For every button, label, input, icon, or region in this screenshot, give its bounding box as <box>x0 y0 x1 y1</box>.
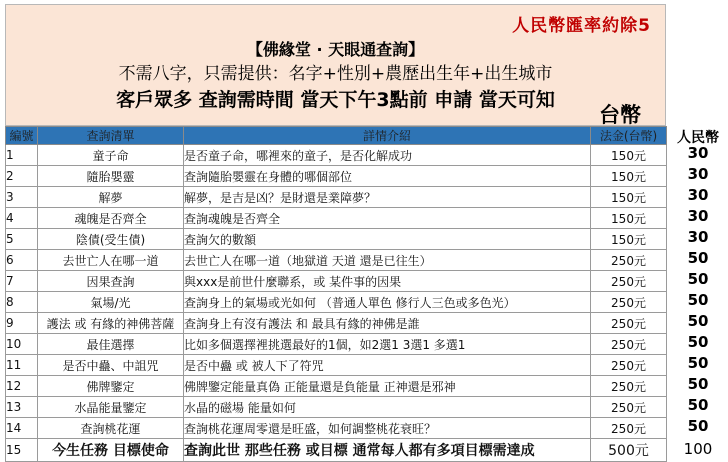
row-price: 150元 <box>591 208 667 229</box>
row-number: 4 <box>6 208 38 229</box>
rmb-price: 30 <box>687 186 709 204</box>
row-detail: 解夢，是吉是凶？是財還是業障夢？ <box>184 187 591 208</box>
brand-title: 【佛緣堂 · 天眼通查詢】 <box>246 40 425 59</box>
rmb-price: 50 <box>687 354 709 372</box>
row-number: 15 <box>6 439 38 462</box>
row-detail: 查詢魂魄是否齊全 <box>184 208 591 229</box>
row-price: 250元 <box>591 313 667 334</box>
row-item: 隨胎嬰靈 <box>38 166 184 187</box>
column-header-detail: 詳情介紹 <box>184 127 591 145</box>
row-detail: 查詢身上的氣場或光如何 （普通人單色 修行人三色或多色光） <box>184 292 591 313</box>
row-number: 11 <box>6 355 38 376</box>
column-header-price: 法金(台幣) <box>591 127 667 145</box>
row-detail: 查詢桃花運周零還是旺盛，如何調整桃花衰旺？ <box>184 418 591 439</box>
rmb-price: 100 <box>683 440 713 458</box>
row-number: 12 <box>6 376 38 397</box>
table-row <box>6 187 667 208</box>
rmb-price-list <box>670 143 726 460</box>
row-number: 13 <box>6 397 38 418</box>
row-number: 2 <box>6 166 38 187</box>
row-price: 150元 <box>591 145 667 166</box>
row-price: 150元 <box>591 229 667 250</box>
row-detail: 查詢身上有沒有護法 和 最具有緣的神佛是誰 <box>184 313 591 334</box>
rmb-price: 50 <box>687 417 709 435</box>
row-item: 去世亡人在哪一道 <box>38 250 184 271</box>
row-detail: 查詢隨胎嬰靈在身體的哪個部位 <box>184 166 591 187</box>
row-number: 3 <box>6 187 38 208</box>
rmb-price: 30 <box>687 165 709 183</box>
table-row <box>6 334 667 355</box>
row-item: 佛牌鑒定 <box>38 376 184 397</box>
currency-label-tw: 台幣 <box>599 103 641 127</box>
table-row <box>6 376 667 397</box>
column-header-item: 查詢清單 <box>38 127 184 145</box>
row-detail: 是否中蠱 或 被人下了符咒 <box>184 355 591 376</box>
row-item: 護法 或 有緣的神佛菩薩 <box>38 313 184 334</box>
rmb-price: 50 <box>687 249 709 267</box>
rmb-price: 50 <box>687 312 709 330</box>
row-price: 250元 <box>591 334 667 355</box>
table-row <box>6 439 667 462</box>
row-detail: 是否童子命，哪裡來的童子，是否化解成功 <box>184 145 591 166</box>
row-number: 7 <box>6 271 38 292</box>
row-price: 250元 <box>591 250 667 271</box>
rmb-price: 30 <box>687 228 709 246</box>
row-item: 查詢桃花運 <box>38 418 184 439</box>
column-header-no: 編號 <box>6 127 38 145</box>
row-number: 1 <box>6 145 38 166</box>
row-price: 250元 <box>591 418 667 439</box>
rmb-price: 50 <box>687 396 709 414</box>
row-item: 氣場/光 <box>38 292 184 313</box>
row-item: 水晶能量鑒定 <box>38 397 184 418</box>
row-number: 9 <box>6 313 38 334</box>
row-detail: 與xxx是前世什麼聯系，或 某件事的因果 <box>184 271 591 292</box>
row-detail: 去世亡人在哪一道（地獄道 天道 還是已往生） <box>184 250 591 271</box>
table-row <box>6 166 667 187</box>
row-number: 6 <box>6 250 38 271</box>
exchange-rate-note: 人民幣匯率約除5 <box>512 16 651 36</box>
rmb-price: 50 <box>687 333 709 351</box>
rmb-column-header: 人民幣 <box>677 130 719 146</box>
rmb-price: 50 <box>687 291 709 309</box>
row-detail: 查詢此世 那些任務 或目標 通常每人都有多項目標需達成 <box>184 439 591 462</box>
row-price: 150元 <box>591 187 667 208</box>
row-detail: 水晶的磁場 能量如何 <box>184 397 591 418</box>
table-row <box>6 271 667 292</box>
rmb-price: 50 <box>687 270 709 288</box>
row-price: 500元 <box>591 439 667 462</box>
row-detail: 查詢欠的數額 <box>184 229 591 250</box>
requirements-text: 不需八字，只需提供：名字+性別+農歷出生年+出生城市 <box>118 64 553 84</box>
row-price: 250元 <box>591 376 667 397</box>
table-row <box>6 397 667 418</box>
row-number: 10 <box>6 334 38 355</box>
table-row <box>6 250 667 271</box>
table-row <box>6 355 667 376</box>
row-number: 5 <box>6 229 38 250</box>
row-price: 250元 <box>591 397 667 418</box>
processing-notice: 客戶眾多 查詢需時間 當天下午3點前 申請 當天可知 <box>116 89 555 111</box>
rmb-price: 30 <box>687 207 709 225</box>
row-item: 陰債(受生債) <box>38 229 184 250</box>
table-row <box>6 229 667 250</box>
table-row <box>6 145 667 166</box>
row-price: 150元 <box>591 166 667 187</box>
table-row <box>6 208 667 229</box>
row-price: 250元 <box>591 271 667 292</box>
row-item: 解夢 <box>38 187 184 208</box>
service-price-table <box>5 126 667 462</box>
row-price: 250元 <box>591 292 667 313</box>
row-item: 是否中蠱、中詛咒 <box>38 355 184 376</box>
row-item: 最佳選擇 <box>38 334 184 355</box>
row-number: 14 <box>6 418 38 439</box>
row-item: 因果查詢 <box>38 271 184 292</box>
header-banner <box>5 4 666 126</box>
row-item: 童子命 <box>38 145 184 166</box>
table-row <box>6 292 667 313</box>
table-row <box>6 418 667 439</box>
row-item: 魂魄是否齊全 <box>38 208 184 229</box>
row-price: 250元 <box>591 355 667 376</box>
row-item: 今生任務 目標使命 <box>38 439 184 462</box>
table-header-row <box>6 127 667 145</box>
rmb-price: 30 <box>687 144 709 162</box>
row-number: 8 <box>6 292 38 313</box>
row-detail: 佛牌鑒定能量真偽 正能量還是負能量 正神還是邪神 <box>184 376 591 397</box>
row-detail: 比如多個選擇裡挑選最好的1個，如2選1 3選1 多選1 <box>184 334 591 355</box>
table-row <box>6 313 667 334</box>
rmb-price: 50 <box>687 375 709 393</box>
